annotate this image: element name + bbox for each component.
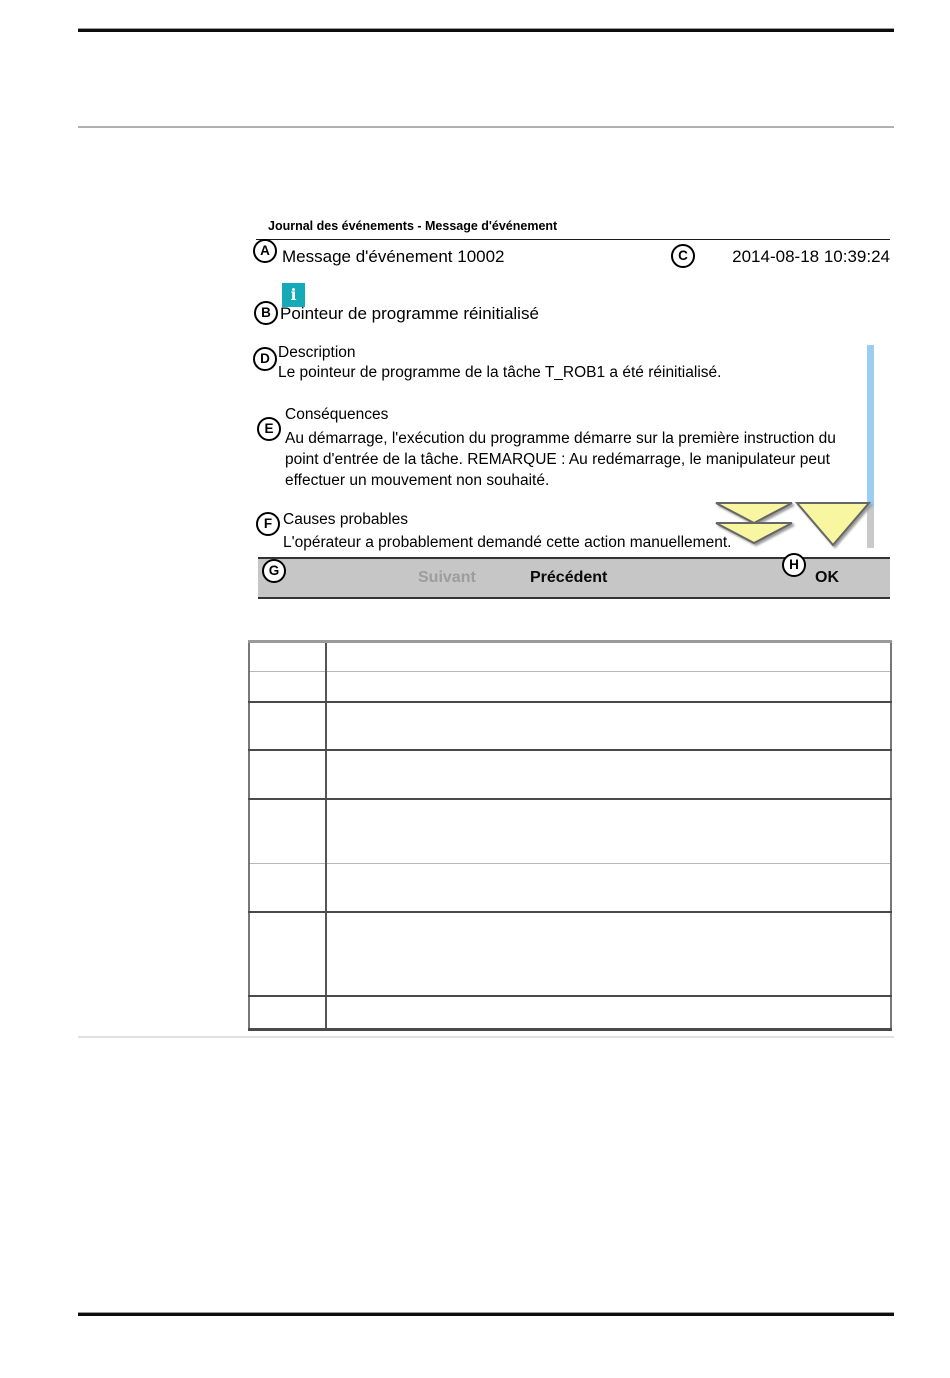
- event-timestamp: 2014-08-18 10:39:24: [732, 247, 890, 266]
- legend-label-cell: [249, 672, 326, 703]
- triangle-down-icon: [794, 497, 872, 547]
- consequences-heading: Conséquences: [285, 406, 389, 423]
- scroll-bottom-button[interactable]: [794, 497, 872, 547]
- event-heading: Message d'événement 10002: [282, 247, 505, 266]
- callout-g: G: [262, 559, 286, 583]
- legend-label-cell: [249, 702, 326, 750]
- callout-f: F: [256, 512, 280, 536]
- double-chevron-down-icon: [712, 497, 796, 547]
- consequences-body: Au démarrage, l'exécution du programme démarre sur la première instruction du point d'entrée de la tâche. REMARQUE : Au redémarrage, le manipulateur peut effectuer un mouvement non souhaité.: [285, 430, 836, 489]
- legend-description-cell: [326, 912, 891, 996]
- legend-row: [249, 642, 891, 672]
- legend-description-cell: [326, 642, 891, 672]
- legend-description-cell: [326, 750, 891, 799]
- ok-button[interactable]: OK: [815, 559, 839, 597]
- legend-description-cell: [326, 864, 891, 913]
- legend-row: [249, 996, 891, 1030]
- callout-legend-table: [248, 640, 892, 1031]
- legend-label-cell: [249, 996, 326, 1030]
- footer-divider-rule: [78, 1036, 894, 1038]
- legend-row: [249, 799, 891, 864]
- legend-label-cell: [249, 642, 326, 672]
- scroll-page-down-button[interactable]: [712, 497, 796, 547]
- callout-h: H: [782, 553, 806, 577]
- description-body: Le pointeur de programme de la tâche T_ROB1 a été réinitialisé.: [278, 364, 722, 381]
- legend-label-cell: [249, 750, 326, 799]
- event-name: Pointeur de programme réinitialisé: [280, 304, 539, 323]
- legend-row: [249, 912, 891, 996]
- dialog-title-underline: [256, 239, 890, 240]
- dialog-title: Journal des événements - Message d'événement: [268, 219, 558, 233]
- scrollbar-thumb[interactable]: [867, 345, 874, 508]
- legend-row: [249, 672, 891, 703]
- probable-causes-heading: Causes probables: [283, 511, 408, 528]
- callout-a: A: [253, 239, 277, 263]
- info-icon: i: [282, 283, 305, 307]
- callout-b: B: [254, 301, 278, 325]
- probable-causes-body: L'opérateur a probablement demandé cette action manuellement.: [283, 534, 732, 551]
- description-heading: Description: [278, 344, 356, 361]
- legend-description-cell: [326, 799, 891, 864]
- legend-label-cell: [249, 799, 326, 864]
- legend-description-cell: [326, 702, 891, 750]
- callout-d: D: [253, 347, 277, 371]
- callout-e: E: [257, 417, 281, 441]
- legend-row: [249, 702, 891, 750]
- legend-row: [249, 750, 891, 799]
- legend-description-cell: [326, 672, 891, 703]
- legend-description-cell: [326, 996, 891, 1030]
- previous-button[interactable]: Précédent: [530, 559, 607, 597]
- legend-label-cell: [249, 864, 326, 913]
- next-button[interactable]: Suivant: [418, 559, 476, 597]
- legend-row: [249, 864, 891, 913]
- callout-c: C: [671, 244, 695, 268]
- legend-label-cell: [249, 912, 326, 996]
- page-bottom-rule: [78, 1312, 894, 1316]
